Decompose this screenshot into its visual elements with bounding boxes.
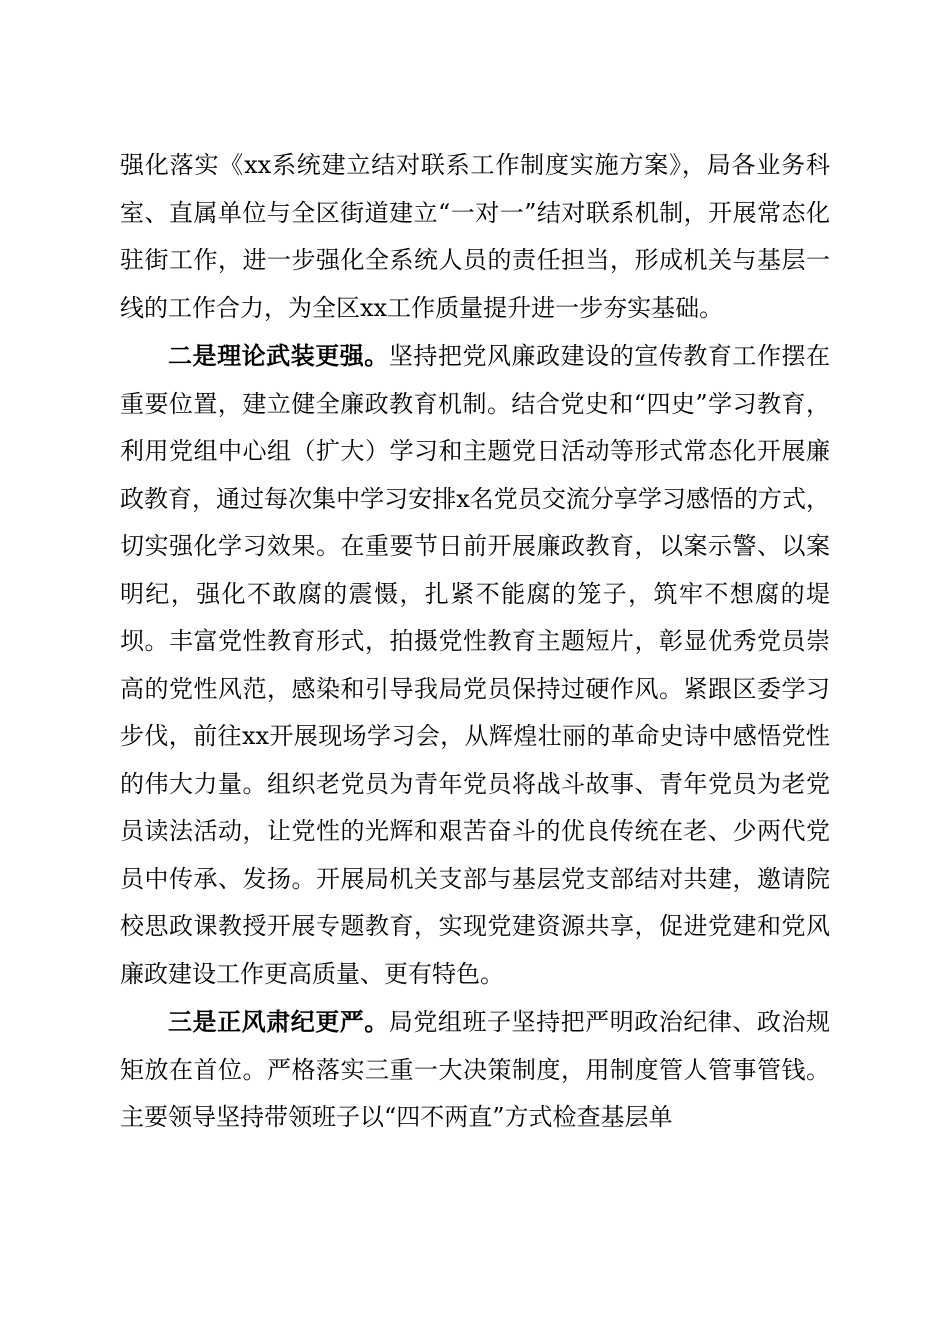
paragraph-theory-armament — [120, 332, 830, 998]
paragraph-text: 坚持把党风廉政建设的宣传教育工作摆在重要位置，建立健全廉政教育机制。结合党史和“四史”学习教育，利用党组中心组（扩大）学习和主题党日活动等形式常态化开展廉政教育，通过每次集中学习安排x名党员交流分享学习感悟的方式，切实强化学习效果。在重要节日前开展廉政教育，以案示警、以案明纪，强化不敢腐的震慑，扎紧不能腐的笼子，筑牢不想腐的堤坝。丰富党性教育形式，拍摄党性教育主题短片，彰显优秀党员崇高的党性风范，感染和引导我局党员保持过硬作风。紧跟区委学习步伐，前往xx开展现场学习会，从辉煌壮丽的革命史诗中感悟党性的伟大力量。组织老党员为青年党员将战斗故事、青年党员为老党员读法活动，让党性的光辉和艰苦奋斗的优良传统在老、少两代党员中传承、发扬。开展局机关支部与基层党支部结对共建，邀请院校思政课教授开展专题教育，实现党建资源共享，促进党建和党风廉政建设工作更高质量、更有特色。 — [120, 342, 831, 988]
document-body — [120, 142, 830, 1142]
paragraph-lead-heading: 二是理论武装更强。 — [168, 341, 389, 370]
paragraph-text: 局党组班子坚持把严明政治纪律、政治规矩放在首位。严格落实三重一大决策制度，用制度管人管事管钱。主要领导坚持带领班子以“四不两直”方式检查基层单 — [120, 1008, 831, 1131]
paragraph-discipline — [120, 998, 830, 1142]
paragraph-continuation — [120, 142, 830, 332]
paragraph-text: 强化落实《xx系统建立结对联系工作制度实施方案》，局各业务科室、直属单位与全区街道建立“一对一”结对联系机制，开展常态化驻街工作，进一步强化全系统人员的责任担当，形成机关与基层一线的工作合力，为全区xx工作质量提升进一步夯实基础。 — [120, 151, 830, 322]
paragraph-lead-heading: 三是正风肃纪更严。 — [168, 1007, 389, 1036]
